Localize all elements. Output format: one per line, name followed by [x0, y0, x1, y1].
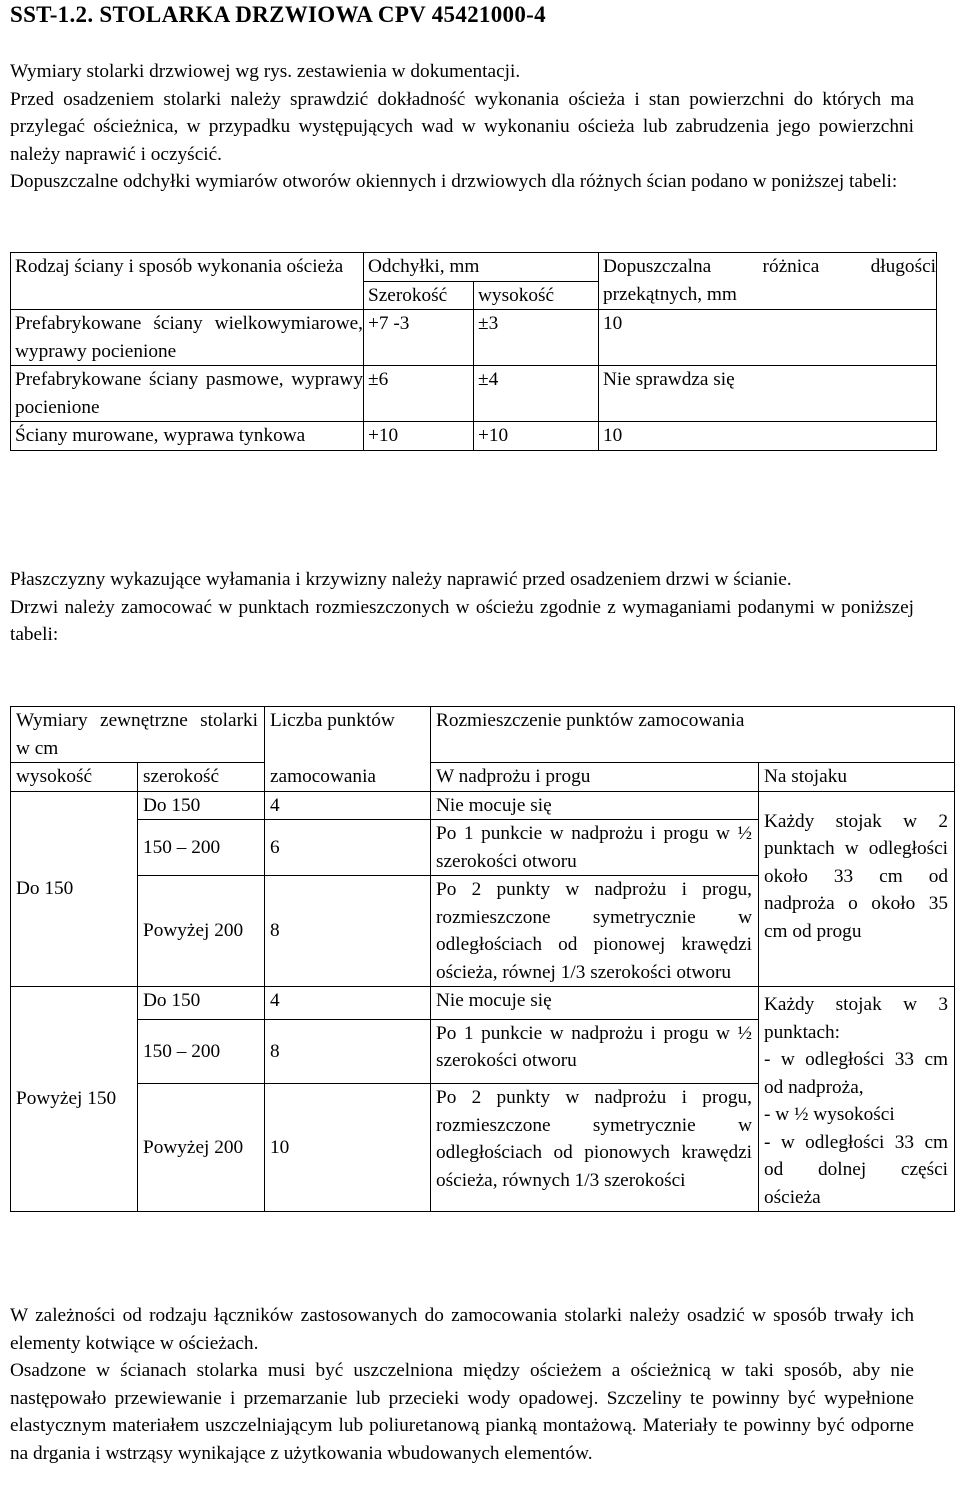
width-cell: 150 – 200 — [138, 820, 265, 876]
fastening-subheader-row — [11, 763, 955, 792]
table-row — [11, 422, 937, 451]
lintel-threshold-cell: Nie mocuje się — [431, 791, 759, 820]
closing-paragraph-1: W zależności od rodzaju łączników zastosowanych do zamocowania stolarki należy osadzić w sposób trwały ich elementy kotwiące w ościeżach. — [10, 1305, 914, 1354]
lintel-threshold-cell: Po 1 punkcie w nadprożu i progu w ½ szerokości otworu — [431, 820, 759, 876]
header-width: Szerokość — [364, 281, 474, 310]
mid-paragraph-1: Płaszczyzny wykazujące wyłamania i krzywizny należy naprawić przed osadzeniem drzwi w ścianie. — [10, 569, 792, 590]
points-count-cell: 10 — [265, 1084, 431, 1212]
lintel-threshold-cell: Po 2 punkty w nadprożu i progu, rozmieszczone symetrycznie w odległościach od pionowych krawędzi ościeża, równych 1/3 szerokości — [431, 1084, 759, 1212]
jamb-cell: Każdy stojak w 2 punktach w odległości około 33 cm od nadproża o około 35 cm od progu — [759, 791, 955, 987]
header-points-placement: Rozmieszczenie punktów zamocowania — [431, 707, 955, 763]
fastening-header-row — [11, 707, 955, 763]
diagonal-difference-cell: Nie sprawdza się — [599, 366, 937, 422]
mid-section — [10, 566, 914, 649]
width-deviation-cell: ±6 — [364, 366, 474, 422]
points-count-cell: 4 — [265, 987, 431, 1020]
height-deviation-cell: ±3 — [474, 310, 599, 366]
tolerance-table — [10, 252, 937, 451]
wall-type-cell: Ściany murowane, wyprawa tynkowa — [11, 422, 364, 451]
diagonal-difference-cell: 10 — [599, 422, 937, 451]
height-deviation-cell: +10 — [474, 422, 599, 451]
tolerance-header-row — [11, 253, 937, 282]
table-row — [11, 791, 955, 820]
header-height: wysokość — [11, 763, 138, 792]
points-count-cell: 4 — [265, 791, 431, 820]
width-cell: Powyżej 200 — [138, 876, 265, 987]
closing-paragraph-2: Osadzone w ścianach stolarka musi być uszczelniona między ościeżem a ościeżnicą w taki sposób, aby nie następowało przewiewanie i przemarzanie lub przecieki wody opadowej. Szczeliny te powinny być wypełnione elastycznym materiałem uszczelniającym lub poliuretanową pianką montażową. Materiały te powinny być odporne na drgania i wstrząsy wynikające z użytkowania wbudowanych elementów. — [10, 1360, 914, 1464]
width-cell: Powyżej 200 — [138, 1084, 265, 1212]
header-points-count: Liczba punktów — [265, 707, 431, 763]
header-deviations: Odchyłki, mm — [364, 253, 599, 282]
header-height: wysokość — [474, 281, 599, 310]
intro-paragraph-1: Wymiary stolarki drzwiowej wg rys. zestawienia w dokumentacji. — [10, 61, 521, 82]
wall-type-cell: Prefabrykowane ściany wielkowymiarowe, wyprawy pocienione — [11, 310, 364, 366]
lintel-threshold-cell: Nie mocuje się — [431, 987, 759, 1020]
diagonal-difference-cell: 10 — [599, 310, 937, 366]
header-diagonal-difference: Dopuszczalna różnica długości przekątnych, mm — [599, 253, 937, 310]
points-count-cell: 8 — [265, 1019, 431, 1083]
lintel-threshold-cell: Po 1 punkcie w nadprożu i progu w ½ szerokości otworu — [431, 1019, 759, 1083]
table-row — [11, 366, 937, 422]
table-row — [11, 310, 937, 366]
lintel-threshold-cell: Po 2 punkty w nadprożu i progu, rozmieszczone symetrycznie w odległościach od pionowej krawędzi ościeża, równej 1/3 szerokości otworu — [431, 876, 759, 987]
closing-section — [10, 1302, 914, 1467]
width-cell: Do 150 — [138, 987, 265, 1020]
mid-paragraph-2: Drzwi należy zamocować w punktach rozmieszczonych w ościeżu zgodnie z wymaganiami podanymi w poniższej tabeli: — [10, 596, 914, 645]
points-count-cell: 8 — [265, 876, 431, 987]
width-deviation-cell: +7 -3 — [364, 310, 474, 366]
jamb-cell: Każdy stojak w 3 punktach: - w odległości 33 cm od nadproża, - w ½ wysokości - w odległości 33 cm od dolnej części ościeża — [759, 987, 955, 1212]
height-deviation-cell: ±4 — [474, 366, 599, 422]
header-width: szerokość — [138, 763, 265, 792]
intro-paragraph-3: Dopuszczalne odchyłki wymiarów otworów okiennych i drzwiowych dla różnych ścian podano w poniższej tabeli: — [10, 171, 898, 192]
width-deviation-cell: +10 — [364, 422, 474, 451]
width-cell: 150 – 200 — [138, 1019, 265, 1083]
intro-section — [10, 58, 914, 196]
height-group-cell: Do 150 — [11, 791, 138, 987]
width-cell: Do 150 — [138, 791, 265, 820]
header-outer-dimensions: Wymiary zewnętrzne stolarki w cm — [11, 707, 265, 763]
table-row — [11, 987, 955, 1020]
header-points-count-2: zamocowania — [265, 763, 431, 792]
height-group-cell: Powyżej 150 — [11, 987, 138, 1212]
wall-type-cell: Prefabrykowane ściany pasmowe, wyprawy pocienione — [11, 366, 364, 422]
header-jamb: Na stojaku — [759, 763, 955, 792]
intro-paragraph-2: Przed osadzeniem stolarki należy sprawdzić dokładność wykonania ościeża i stan powierzchni do których ma przylegać ościeżnica, w przypadku występujących wad w wykonaniu ościeża lub zabrudzenia jego powierzchni należy naprawić i oczyścić. — [10, 88, 914, 165]
header-lintel-threshold: W nadprożu i progu — [431, 763, 759, 792]
header-wall-type: Rodzaj ściany i sposób wykonania ościeża — [11, 253, 364, 310]
section-title: SST-1.2. STOLARKA DRZWIOWA CPV 45421000-4 — [10, 2, 546, 27]
points-count-cell: 6 — [265, 820, 431, 876]
fastening-table — [10, 706, 955, 1212]
